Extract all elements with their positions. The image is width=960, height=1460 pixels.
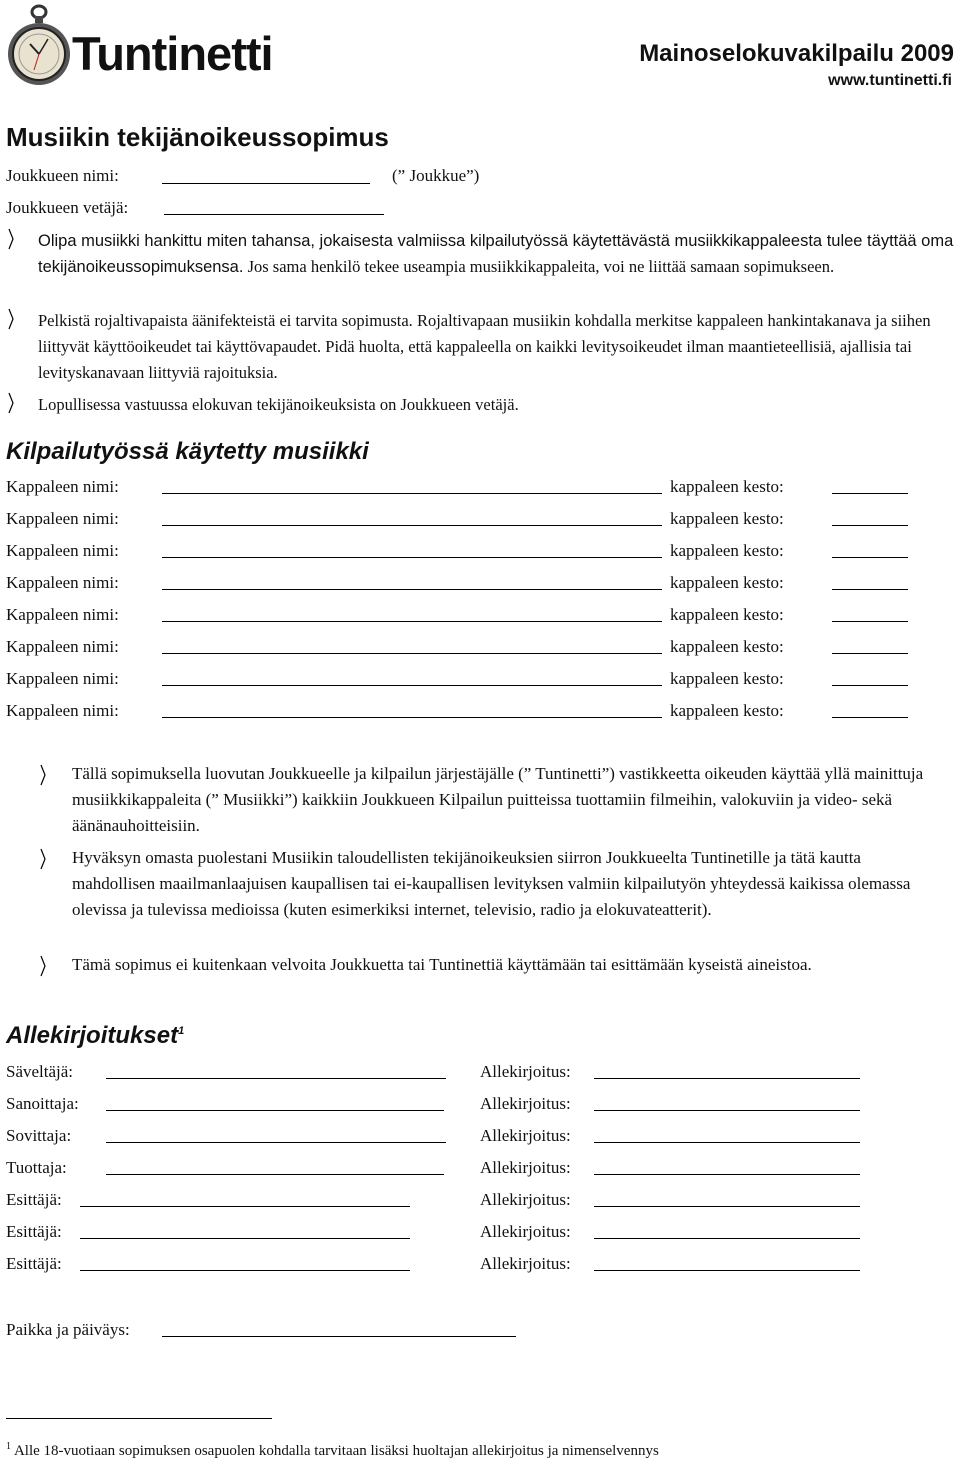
footnote-ref: 1 — [178, 1025, 185, 1037]
place-date-label: Paikka ja päiväys: — [6, 1320, 130, 1339]
song-duration-field[interactable] — [832, 525, 908, 526]
footnote-number: 1 — [6, 1441, 11, 1452]
song-duration-label: kappaleen kesto: — [670, 477, 784, 496]
signature-label: Allekirjoitus: — [480, 1254, 571, 1273]
music-section-heading: Kilpailutyössä käytetty musiikki — [6, 438, 369, 465]
song-duration-field[interactable] — [832, 557, 908, 558]
contest-url[interactable]: www.tuntinetti.fi — [828, 72, 952, 89]
bullet-bottom-1: Tällä sopimuksella luovutan Joukkueelle ja kilpailun järjestäjälle (” Tuntinetti”) vastikkeetta oikeuden käyttää yllä mainittuja musiikkikappaleita (” Musiikki”) kaikkiin Joukkueen Kilpailun puitteissa tuottamiin filmeihin, valokuviin ja video- sekä äänänauhoitteisiin. — [72, 764, 924, 835]
role-name-field[interactable] — [106, 1174, 444, 1175]
bullet-tick-icon — [40, 955, 46, 977]
role-name-field[interactable] — [80, 1238, 410, 1239]
page-title: Musiikin tekijänoikeussopimus — [6, 122, 389, 152]
signature-label: Allekirjoitus: — [480, 1126, 571, 1145]
role-name-field[interactable] — [106, 1078, 446, 1079]
signature-label: Allekirjoitus: — [480, 1062, 571, 1081]
role-label: Sovittaja: — [6, 1126, 72, 1145]
song-name-label: Kappaleen nimi: — [6, 541, 119, 560]
song-duration-field[interactable] — [832, 653, 908, 654]
role-label: Esittäjä: — [6, 1190, 62, 1209]
contest-title: Mainoselokuvakilpailu 2009 — [639, 40, 954, 67]
song-duration-label: kappaleen kesto: — [670, 573, 784, 592]
song-name-label: Kappaleen nimi: — [6, 605, 119, 624]
role-name-field[interactable] — [80, 1270, 410, 1271]
song-duration-label: kappaleen kesto: — [670, 541, 784, 560]
role-label: Tuottaja: — [6, 1158, 67, 1177]
song-name-field[interactable] — [162, 493, 662, 494]
signature-field[interactable] — [594, 1270, 860, 1271]
song-name-field[interactable] — [162, 525, 662, 526]
song-name-field[interactable] — [162, 621, 662, 622]
footnote — [6, 1438, 659, 1460]
signature-field[interactable] — [594, 1238, 860, 1239]
signatures-heading-text: Allekirjoitukset — [6, 1022, 179, 1049]
bullet-tick-icon — [8, 392, 14, 414]
bullet-top-3-text: Lopullisessa vastuussa elokuvan tekijänoikeuksista on Joukkueen vetäjä. — [38, 395, 519, 414]
song-duration-label: kappaleen kesto: — [670, 701, 784, 720]
signature-label: Allekirjoitus: — [480, 1094, 571, 1113]
team-leader-label: Joukkueen vetäjä: — [6, 198, 129, 217]
logo-wordmark: Tuntinetti — [72, 27, 273, 80]
song-name-field[interactable] — [162, 685, 662, 686]
song-name-field[interactable] — [162, 653, 662, 654]
pocket-watch-icon — [8, 4, 80, 90]
bullet-tick-icon — [8, 228, 14, 250]
bullet-top-1-rest: Jos sama henkilö tekee useampia musiikkikappaleita, voi ne liittää samaan sopimukseen. — [247, 257, 835, 276]
signature-field[interactable] — [594, 1174, 860, 1175]
bullet-tick-icon — [40, 848, 46, 870]
song-name-field[interactable] — [162, 589, 662, 590]
signature-field[interactable] — [594, 1110, 860, 1111]
team-alias: (” Joukkue”) — [392, 166, 480, 185]
bullet-tick-icon — [8, 308, 14, 330]
bullet-top-2-lead: Pelkistä rojaltivapaista äänifekteistä ei tarvita sopimusta. — [38, 311, 413, 330]
song-name-label: Kappaleen nimi: — [6, 701, 119, 720]
bullet-top-1-lead: Olipa musiikki hankittu miten tahansa, jokaisesta valmiissa kilpailutyössä käytettävästä musiikkikappaleesta tulee täyttää oma tekijänoikeussopimuksensa. — [38, 232, 954, 276]
role-label: Säveltäjä: — [6, 1062, 74, 1081]
team-leader-field[interactable] — [164, 214, 384, 215]
signature-label: Allekirjoitus: — [480, 1158, 571, 1177]
logo — [8, 4, 348, 90]
role-name-field[interactable] — [106, 1142, 446, 1143]
bullet-top-3 — [38, 392, 954, 418]
bullet-bottom-2: Hyväksyn omasta puolestani Musiikin taloudellisten tekijänoikeuksien siirron Joukkueelta Tuntinetille ja tätä kautta mahdollisen maailmanlaajuisen kaupallisen tai ei-kaupallisen levityksen valmiin kilpailutyön yhteydessä kaikissa olemassa olevissa ja tulevissa medioissa (kuten esimerkiksi internet, televisio, radio ja elokuvateatterit). — [72, 848, 911, 919]
song-duration-label: kappaleen kesto: — [670, 637, 784, 656]
footnote-text: Alle 18-vuotiaan sopimuksen osapuolen kohdalla tarvitaan lisäksi huoltajan allekirjoitus ja nimenselvennys — [13, 1443, 659, 1459]
signature-label: Allekirjoitus: — [480, 1222, 571, 1241]
role-label: Esittäjä: — [6, 1254, 62, 1273]
song-name-label: Kappaleen nimi: — [6, 573, 119, 592]
role-label: Sanoittaja: — [6, 1094, 79, 1113]
song-name-label: Kappaleen nimi: — [6, 669, 119, 688]
signature-label: Allekirjoitus: — [480, 1190, 571, 1209]
song-name-field[interactable] — [162, 717, 662, 718]
song-duration-field[interactable] — [832, 685, 908, 686]
song-duration-field[interactable] — [832, 589, 908, 590]
bullet-top-1 — [38, 228, 954, 280]
bullet-top-2 — [38, 308, 954, 386]
footnote-divider — [6, 1418, 272, 1419]
role-name-field[interactable] — [80, 1206, 410, 1207]
bullet-bottom-3: Tämä sopimus ei kuitenkaan velvoita Joukkuetta tai Tuntinettiä käyttämään tai esittämään kyseistä aineistoa. — [72, 955, 812, 974]
signatures-heading — [6, 1022, 184, 1050]
song-name-label: Kappaleen nimi: — [6, 637, 119, 656]
signature-field[interactable] — [594, 1078, 860, 1079]
song-name-label: Kappaleen nimi: — [6, 477, 119, 496]
signature-field[interactable] — [594, 1142, 860, 1143]
bullet-tick-icon — [40, 764, 46, 786]
song-name-label: Kappaleen nimi: — [6, 509, 119, 528]
song-duration-label: kappaleen kesto: — [670, 669, 784, 688]
song-duration-label: kappaleen kesto: — [670, 509, 784, 528]
bullet-top-2-rest: Rojaltivapaan musiikin kohdalla merkitse kappaleen hankintakanava ja siihen liittyvät käyttöoikeudet tai käyttövapaudet. Pidä huolta, että kappaleella on kaikki levitysoikeudet ilman maantieteellisiä, ajallisia tai levityskanavaan liittyviä rajoituksia. — [38, 311, 931, 382]
role-name-field[interactable] — [106, 1110, 444, 1111]
team-name-field[interactable] — [162, 183, 370, 184]
song-duration-field[interactable] — [832, 493, 908, 494]
song-duration-label: kappaleen kesto: — [670, 605, 784, 624]
song-duration-field[interactable] — [832, 621, 908, 622]
role-label: Esittäjä: — [6, 1222, 62, 1241]
signature-field[interactable] — [594, 1206, 860, 1207]
place-date-field[interactable] — [162, 1336, 516, 1337]
team-name-label: Joukkueen nimi: — [6, 166, 119, 185]
song-duration-field[interactable] — [832, 717, 908, 718]
song-name-field[interactable] — [162, 557, 662, 558]
